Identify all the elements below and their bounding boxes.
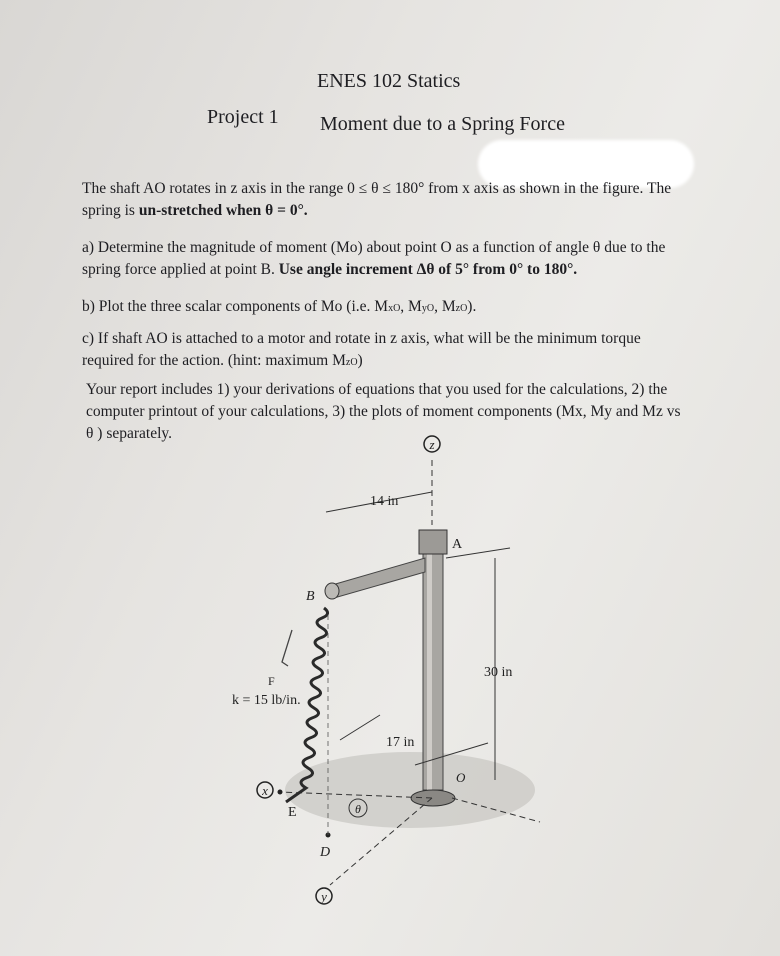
theta-label: θ (355, 802, 361, 816)
label-O: O (456, 770, 466, 785)
shaft-highlight (427, 535, 432, 790)
dim-right-label: 30 in (484, 665, 513, 680)
dim-bottom-label: 17 in (386, 735, 415, 750)
dim-top-label: 14 in (370, 494, 399, 509)
label-F: F (268, 674, 275, 688)
intro-line-2: spring is un-stretched when θ = 0°. (82, 202, 308, 219)
intro-paragraph (82, 178, 671, 222)
horizontal-arm (332, 558, 425, 598)
shaft-spring-figure (220, 430, 550, 910)
label-E: E (288, 805, 297, 820)
course-title: ENES 102 Statics (317, 70, 461, 92)
x-axis-label: x (262, 783, 268, 798)
report-line-2: computer printout of your calculations, 3) the plots of moment components (Mx, My and Mz vs (86, 403, 681, 420)
dim-line-bottom-left (340, 715, 380, 740)
spring-constant-label: k = 15 lb/in. (232, 693, 301, 708)
label-A: A (452, 537, 463, 552)
label-D: D (320, 845, 331, 860)
part-c-paragraph (82, 328, 641, 374)
report-line-3: θ ) separately. (86, 425, 173, 442)
arm-end-B (325, 583, 339, 599)
y-axis-label: y (321, 889, 327, 904)
report-line-1: Your report includes 1) your derivations of equations that you used for the calculations, 2) the (86, 381, 668, 398)
part-c-line-1: c) If shaft AO is attached to a motor and rotate in z axis, what will be the minimum torque (82, 330, 641, 347)
vertical-shaft (423, 535, 443, 790)
part-c-line-2: required for the action. (hint: maximum MzO) (82, 352, 363, 369)
intro-line-1: The shaft AO rotates in z axis in the range 0 ≤ θ ≤ 180° from x axis as shown in the figure. The (82, 180, 672, 197)
part-a-paragraph (82, 237, 665, 281)
spring-anchor (278, 790, 283, 795)
collar-A (419, 530, 447, 554)
part-b-paragraph: b) Plot the three scalar components of Mo (i.e. MxO, MyO, MzO). (82, 298, 477, 315)
base-bearing (411, 790, 455, 806)
project-subtitle: Moment due to a Spring Force (320, 113, 565, 135)
ground-shading (285, 752, 535, 828)
part-a-line-1: a) Determine the magnitude of moment (Mo) about point O as a function of angle θ due to the (82, 239, 666, 256)
z-axis-label: z (429, 437, 435, 452)
part-a-line-2: spring force applied at point B. Use angle increment Δθ of 5° from 0° to 180°. (82, 261, 578, 278)
force-arrow (282, 630, 292, 666)
project-label: Project 1 (207, 106, 279, 128)
label-B: B (306, 589, 315, 604)
